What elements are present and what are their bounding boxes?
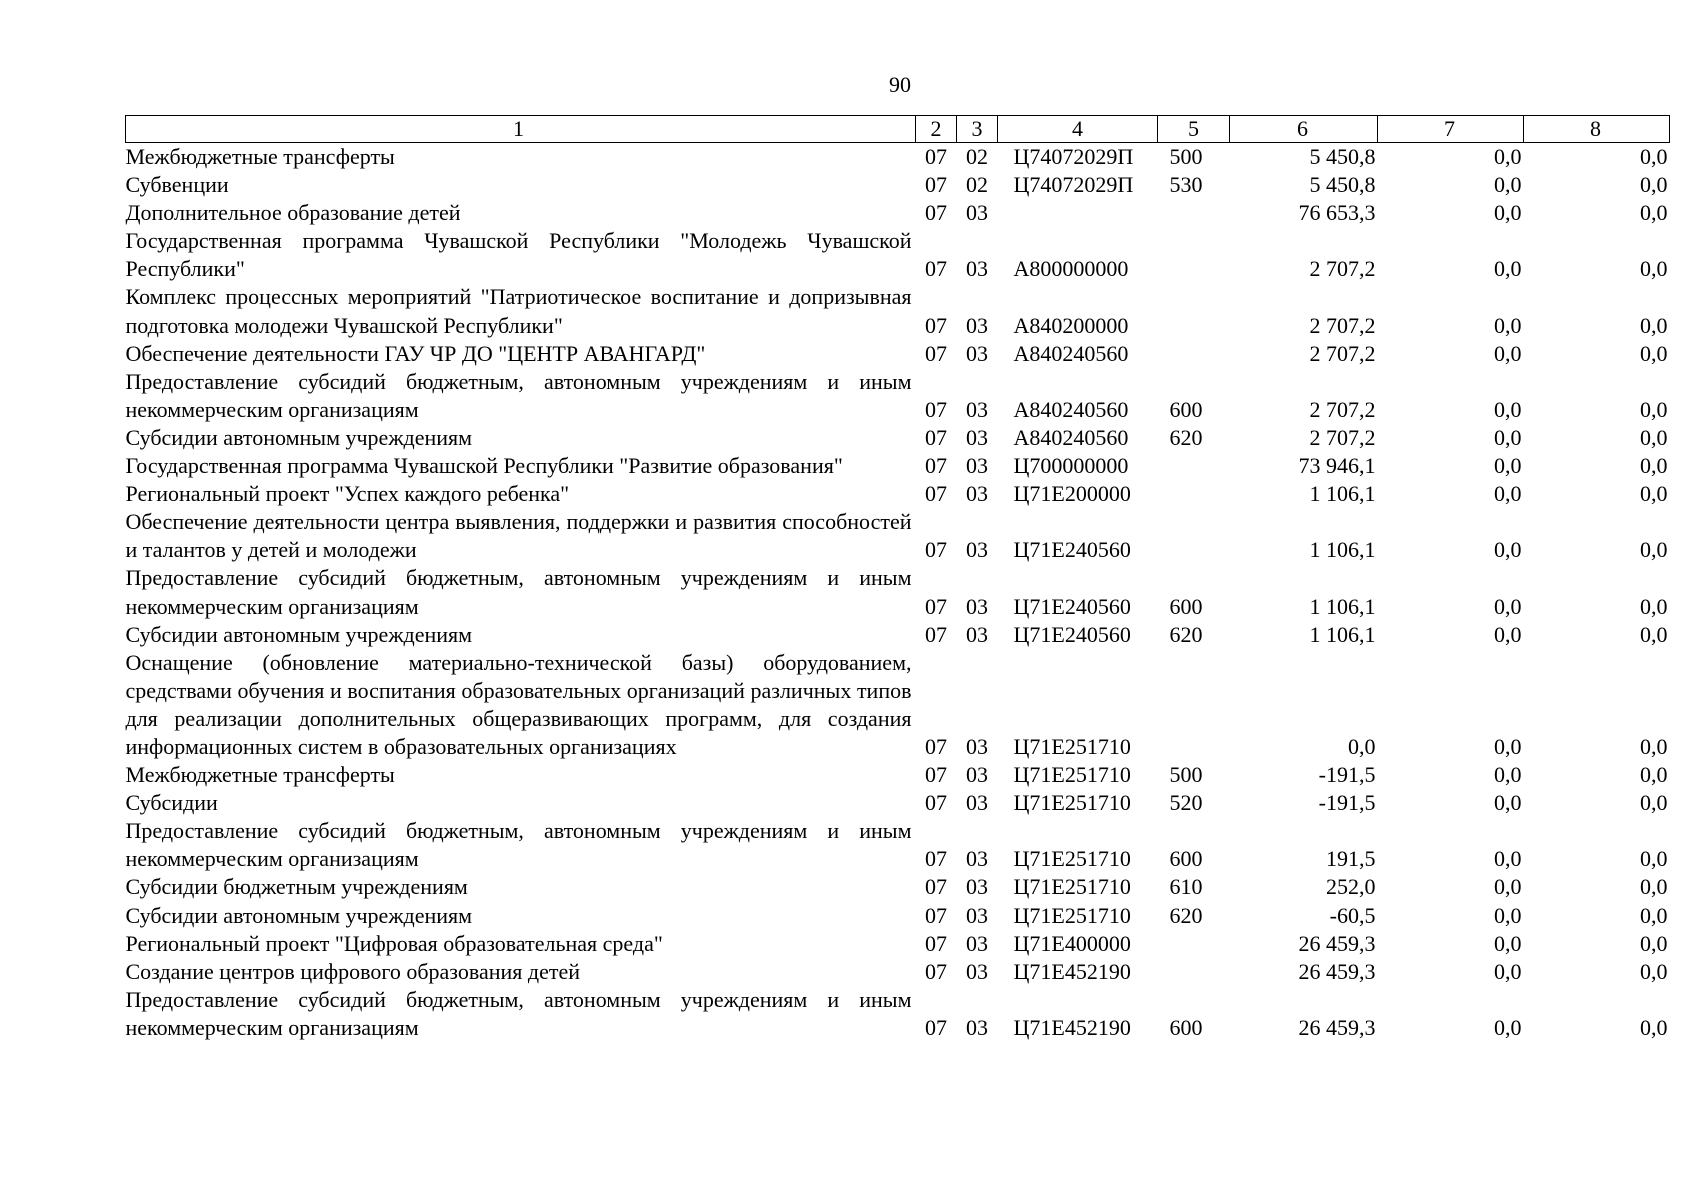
row-amount-8: 0,0 bbox=[1640, 621, 1668, 647]
row-subsection-code: 03 bbox=[966, 1014, 988, 1040]
table-row bbox=[126, 649, 1670, 761]
row-amount-7: 0,0 bbox=[1494, 424, 1522, 450]
row-expense-type-code bbox=[1158, 508, 1230, 564]
row-amount-6: 1 106,1 bbox=[1309, 481, 1376, 507]
row-amount-8: 0,0 bbox=[1640, 340, 1668, 366]
row-name: Обеспечение деятельности ГАУ ЧР ДО "ЦЕНТР АВАНГАРД" bbox=[125, 340, 706, 366]
row-target-article-code: Ц71Е251710 bbox=[1013, 846, 1131, 872]
row-amount-6: 2 707,2 bbox=[1309, 340, 1376, 366]
row-amount-7: 0,0 bbox=[1494, 312, 1522, 338]
row-amount-7: 0,0 bbox=[1494, 733, 1522, 759]
row-amount-8: 0,0 bbox=[1640, 593, 1668, 619]
row-name: Субсидии автономным учреждениям bbox=[125, 621, 473, 647]
row-target-article-code: А840240560 bbox=[1013, 396, 1129, 422]
row-section-code: 07 bbox=[925, 340, 947, 366]
table-row bbox=[126, 452, 1670, 480]
row-amount-8: 0,0 bbox=[1640, 453, 1668, 479]
row-section-code: 07 bbox=[925, 424, 947, 450]
row-expense-type-code bbox=[1158, 340, 1230, 368]
table-row bbox=[126, 340, 1670, 368]
row-section-code: 07 bbox=[925, 481, 947, 507]
row-amount-7: 0,0 bbox=[1494, 621, 1522, 647]
row-section-code: 07 bbox=[925, 762, 947, 788]
row-amount-7: 0,0 bbox=[1494, 172, 1522, 198]
row-amount-8: 0,0 bbox=[1640, 172, 1668, 198]
table-header bbox=[126, 116, 1670, 143]
row-expense-type-code: 620 bbox=[1169, 902, 1203, 928]
row-target-article-code: Ц71Е240560 bbox=[1013, 593, 1131, 619]
row-section-code: 07 bbox=[925, 312, 947, 338]
table-row bbox=[126, 283, 1670, 339]
row-subsection-code: 02 bbox=[966, 144, 988, 169]
row-amount-7: 0,0 bbox=[1494, 200, 1522, 226]
row-name: Предоставление субсидий бюджетным, автономным учреждениям и иным некоммерческим организациям bbox=[125, 368, 912, 422]
header-row bbox=[126, 116, 1670, 143]
row-name: Предоставление субсидий бюджетным, автономным учреждениям и иным некоммерческим организациям bbox=[125, 986, 912, 1040]
table-body bbox=[126, 143, 1670, 1043]
row-amount-6: 191,5 bbox=[1326, 846, 1376, 872]
table-row bbox=[126, 902, 1670, 930]
row-amount-6: 5 450,8 bbox=[1309, 144, 1376, 169]
row-subsection-code: 03 bbox=[966, 733, 988, 759]
row-expense-type-code bbox=[1158, 930, 1230, 958]
table-row bbox=[126, 621, 1670, 649]
table-row bbox=[126, 817, 1670, 873]
row-subsection-code: 03 bbox=[966, 312, 988, 338]
row-amount-8: 0,0 bbox=[1640, 256, 1668, 282]
row-amount-8: 0,0 bbox=[1640, 481, 1668, 507]
row-section-code: 07 bbox=[925, 537, 947, 563]
row-amount-6: 73 946,1 bbox=[1298, 453, 1376, 479]
row-expense-type-code: 500 bbox=[1169, 762, 1203, 788]
row-name: Обеспечение деятельности центра выявления, поддержки и развития способностей и талантов у детей и молодежи bbox=[125, 509, 912, 563]
row-subsection-code: 03 bbox=[966, 453, 988, 479]
row-amount-7: 0,0 bbox=[1494, 958, 1522, 984]
row-name: Субвенции bbox=[125, 172, 229, 198]
table-row bbox=[126, 171, 1670, 199]
row-amount-7: 0,0 bbox=[1494, 790, 1522, 816]
row-subsection-code: 03 bbox=[966, 902, 988, 928]
row-target-article-code: Ц74072029П bbox=[1013, 144, 1134, 169]
row-amount-6: 1 106,1 bbox=[1309, 537, 1376, 563]
row-target-article-code: Ц71Е400000 bbox=[1013, 930, 1131, 956]
table-row bbox=[126, 958, 1670, 986]
row-amount-7: 0,0 bbox=[1494, 874, 1522, 900]
row-target-article-code: Ц71Е251710 bbox=[1013, 762, 1131, 788]
row-subsection-code: 02 bbox=[966, 172, 988, 198]
row-target-article-code: А840240560 bbox=[1013, 424, 1129, 450]
row-amount-7: 0,0 bbox=[1494, 340, 1522, 366]
column-header-3: 3 bbox=[957, 116, 998, 143]
row-target-article-code: А840240560 bbox=[1013, 340, 1129, 366]
row-name: Предоставление субсидий бюджетным, автономным учреждениям и иным некоммерческим организациям bbox=[125, 818, 912, 872]
row-expense-type-code bbox=[1158, 649, 1230, 761]
row-target-article-code: Ц71Е251710 bbox=[1013, 902, 1131, 928]
row-amount-8: 0,0 bbox=[1640, 874, 1668, 900]
row-subsection-code: 03 bbox=[966, 396, 988, 422]
row-section-code: 07 bbox=[925, 874, 947, 900]
row-amount-6: 26 459,3 bbox=[1298, 958, 1376, 984]
row-amount-8: 0,0 bbox=[1640, 790, 1668, 816]
row-target-article-code: Ц71Е452190 bbox=[1013, 1014, 1131, 1040]
row-target-article-code: Ц71Е251710 bbox=[1013, 733, 1131, 759]
row-amount-7: 0,0 bbox=[1494, 396, 1522, 422]
row-amount-8: 0,0 bbox=[1640, 733, 1668, 759]
table-row bbox=[126, 761, 1670, 789]
row-amount-6: -191,5 bbox=[1318, 762, 1376, 788]
row-name: Дополнительное образование детей bbox=[125, 200, 461, 226]
row-amount-6: 1 106,1 bbox=[1309, 621, 1376, 647]
row-amount-7: 0,0 bbox=[1494, 762, 1522, 788]
row-expense-type-code bbox=[1158, 480, 1230, 508]
row-section-code: 07 bbox=[925, 172, 947, 198]
column-header-4: 4 bbox=[998, 116, 1158, 143]
row-amount-8: 0,0 bbox=[1640, 312, 1668, 338]
row-expense-type-code: 600 bbox=[1169, 846, 1203, 872]
table-row bbox=[126, 227, 1670, 283]
table-row bbox=[126, 424, 1670, 452]
row-section-code: 07 bbox=[925, 930, 947, 956]
row-name: Межбюджетные трансферты bbox=[125, 762, 395, 788]
row-section-code: 07 bbox=[925, 453, 947, 479]
row-amount-7: 0,0 bbox=[1494, 902, 1522, 928]
table-row bbox=[126, 930, 1670, 958]
row-amount-7: 0,0 bbox=[1494, 256, 1522, 282]
row-expense-type-code: 600 bbox=[1169, 396, 1203, 422]
row-name: Государственная программа Чувашской Республики "Молодежь Чувашской Республики" bbox=[125, 228, 912, 282]
row-name: Субсидии бюджетным учреждениям bbox=[125, 874, 468, 900]
row-target-article-code: А840200000 bbox=[1013, 312, 1129, 338]
row-expense-type-code: 620 bbox=[1169, 621, 1203, 647]
row-amount-6: 2 707,2 bbox=[1309, 396, 1376, 422]
row-section-code: 07 bbox=[925, 958, 947, 984]
row-target-article-code: Ц71Е251710 bbox=[1013, 790, 1131, 816]
row-section-code: 07 bbox=[925, 846, 947, 872]
table-row bbox=[126, 508, 1670, 564]
row-expense-type-code: 530 bbox=[1169, 172, 1203, 198]
row-target-article-code: Ц74072029П bbox=[1013, 172, 1134, 198]
row-amount-7: 0,0 bbox=[1494, 481, 1522, 507]
row-amount-8: 0,0 bbox=[1640, 200, 1668, 226]
row-name: Комплекс процессных мероприятий "Патриотическое воспитание и допризывная подготовка молодежи Чувашской Республики" bbox=[125, 284, 912, 338]
row-amount-8: 0,0 bbox=[1640, 144, 1668, 169]
row-section-code: 07 bbox=[925, 144, 947, 169]
row-amount-7: 0,0 bbox=[1494, 453, 1522, 479]
column-header-6: 6 bbox=[1230, 116, 1378, 143]
row-subsection-code: 03 bbox=[966, 537, 988, 563]
row-section-code: 07 bbox=[925, 733, 947, 759]
row-section-code: 07 bbox=[925, 200, 947, 226]
row-section-code: 07 bbox=[925, 256, 947, 282]
row-amount-8: 0,0 bbox=[1640, 537, 1668, 563]
table-row bbox=[126, 564, 1670, 620]
column-header-7: 7 bbox=[1378, 116, 1524, 143]
row-section-code: 07 bbox=[925, 902, 947, 928]
row-amount-6: 2 707,2 bbox=[1309, 256, 1376, 282]
row-name: Субсидии автономным учреждениям bbox=[125, 902, 473, 928]
row-amount-6: 26 459,3 bbox=[1298, 930, 1376, 956]
page-number: 90 bbox=[889, 72, 911, 97]
row-target-article-code: Ц71Е240560 bbox=[1013, 621, 1131, 647]
row-subsection-code: 03 bbox=[966, 621, 988, 647]
row-amount-8: 0,0 bbox=[1640, 396, 1668, 422]
row-amount-8: 0,0 bbox=[1640, 424, 1668, 450]
column-header-5: 5 bbox=[1158, 116, 1230, 143]
row-subsection-code: 03 bbox=[966, 874, 988, 900]
row-target-article-code bbox=[998, 199, 1158, 227]
row-expense-type-code bbox=[1158, 227, 1230, 283]
row-target-article-code: Ц71Е240560 bbox=[1013, 537, 1131, 563]
row-subsection-code: 03 bbox=[966, 256, 988, 282]
row-amount-6: 5 450,8 bbox=[1309, 172, 1376, 198]
table-row bbox=[126, 986, 1670, 1042]
column-header-1: 1 bbox=[126, 116, 916, 143]
row-subsection-code: 03 bbox=[966, 846, 988, 872]
row-amount-8: 0,0 bbox=[1640, 902, 1668, 928]
row-subsection-code: 03 bbox=[966, 424, 988, 450]
table-row bbox=[126, 480, 1670, 508]
table-row bbox=[126, 368, 1670, 424]
row-amount-6: -60,5 bbox=[1329, 902, 1376, 928]
row-target-article-code: Ц700000000 bbox=[1013, 453, 1129, 479]
row-amount-6: 2 707,2 bbox=[1309, 424, 1376, 450]
row-expense-type-code bbox=[1158, 199, 1230, 227]
row-expense-type-code: 500 bbox=[1169, 144, 1203, 169]
table-row bbox=[126, 199, 1670, 227]
row-subsection-code: 03 bbox=[966, 762, 988, 788]
row-expense-type-code: 610 bbox=[1169, 874, 1203, 900]
row-name: Создание центров цифрового образования детей bbox=[125, 958, 580, 984]
row-name: Государственная программа Чувашской Республики "Развитие образования" bbox=[125, 453, 843, 479]
row-target-article-code: Ц71Е251710 bbox=[1013, 874, 1131, 900]
column-header-8: 8 bbox=[1524, 116, 1670, 143]
row-section-code: 07 bbox=[925, 621, 947, 647]
row-name: Оснащение (обновление материально-технической базы) оборудованием, средствами обучения и воспитания образовательных организаций различных типов для реализации дополнительных общеразвивающих программ, для создания информационных систем в образовательных организациях bbox=[125, 649, 912, 759]
table-row bbox=[126, 873, 1670, 901]
row-amount-6: 26 459,3 bbox=[1298, 1014, 1376, 1040]
row-amount-8: 0,0 bbox=[1640, 762, 1668, 788]
row-name: Субсидии bbox=[125, 790, 218, 816]
row-amount-7: 0,0 bbox=[1494, 593, 1522, 619]
row-expense-type-code bbox=[1158, 283, 1230, 339]
row-amount-7: 0,0 bbox=[1494, 144, 1522, 169]
row-target-article-code: Ц71Е452190 bbox=[1013, 958, 1131, 984]
row-amount-6: 0,0 bbox=[1348, 733, 1376, 759]
row-amount-6: 252,0 bbox=[1326, 874, 1376, 900]
row-amount-8: 0,0 bbox=[1640, 846, 1668, 872]
row-expense-type-code: 520 bbox=[1169, 790, 1203, 816]
row-expense-type-code: 600 bbox=[1169, 1014, 1203, 1040]
row-amount-8: 0,0 bbox=[1640, 930, 1668, 956]
row-subsection-code: 03 bbox=[966, 200, 988, 226]
row-expense-type-code: 600 bbox=[1169, 593, 1203, 619]
table-row bbox=[126, 143, 1670, 172]
row-amount-7: 0,0 bbox=[1494, 1014, 1522, 1040]
row-amount-6: -191,5 bbox=[1318, 790, 1376, 816]
row-amount-7: 0,0 bbox=[1494, 930, 1522, 956]
row-subsection-code: 03 bbox=[966, 593, 988, 619]
row-amount-8: 0,0 bbox=[1640, 958, 1668, 984]
table-row bbox=[126, 789, 1670, 817]
row-name: Региональный проект "Успех каждого ребенка" bbox=[125, 481, 570, 507]
row-amount-8: 0,0 bbox=[1640, 1014, 1668, 1040]
row-name: Региональный проект "Цифровая образовательная среда" bbox=[125, 930, 663, 956]
row-subsection-code: 03 bbox=[966, 790, 988, 816]
row-amount-6: 1 106,1 bbox=[1309, 593, 1376, 619]
row-subsection-code: 03 bbox=[966, 930, 988, 956]
row-subsection-code: 03 bbox=[966, 958, 988, 984]
row-name: Субсидии автономным учреждениям bbox=[125, 424, 473, 450]
row-subsection-code: 03 bbox=[966, 340, 988, 366]
row-section-code: 07 bbox=[925, 790, 947, 816]
row-subsection-code: 03 bbox=[966, 481, 988, 507]
row-expense-type-code bbox=[1158, 958, 1230, 986]
row-amount-6: 2 707,2 bbox=[1309, 312, 1376, 338]
row-name: Межбюджетные трансферты bbox=[125, 144, 395, 169]
row-expense-type-code bbox=[1158, 452, 1230, 480]
row-section-code: 07 bbox=[925, 593, 947, 619]
row-target-article-code: А800000000 bbox=[1013, 256, 1129, 282]
row-expense-type-code: 620 bbox=[1169, 424, 1203, 450]
row-target-article-code: Ц71Е200000 bbox=[1013, 481, 1131, 507]
row-section-code: 07 bbox=[925, 1014, 947, 1040]
column-header-2: 2 bbox=[916, 116, 957, 143]
row-section-code: 07 bbox=[925, 396, 947, 422]
row-amount-7: 0,0 bbox=[1494, 537, 1522, 563]
row-amount-6: 76 653,3 bbox=[1298, 200, 1376, 226]
row-amount-7: 0,0 bbox=[1494, 846, 1522, 872]
row-name: Предоставление субсидий бюджетным, автономным учреждениям и иным некоммерческим организациям bbox=[125, 565, 912, 619]
budget-table bbox=[125, 115, 1670, 1042]
